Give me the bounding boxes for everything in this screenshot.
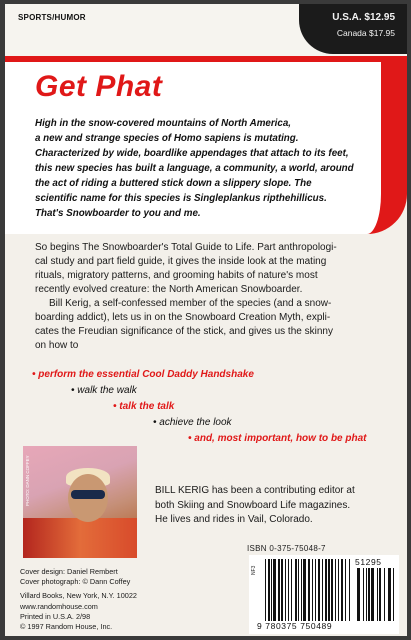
- credit-line: Cover photograph: © Dann Coffey: [20, 577, 131, 587]
- barcode-bar: [341, 559, 343, 621]
- barcode-bar: [357, 568, 360, 621]
- barcode-bar: [308, 559, 310, 621]
- barcode-bar: [363, 568, 365, 621]
- barcode-bar: [338, 559, 339, 621]
- credit-line: Villard Books, New York, N.Y. 10022: [20, 591, 137, 601]
- barcode-bar: [384, 568, 386, 621]
- barcode-bar: [345, 559, 346, 621]
- bullet-item: • and, most important, how to be phat: [188, 433, 367, 444]
- isbn-label: ISBN 0-375-75048-7: [247, 544, 326, 553]
- bullet-item: • perform the essential Cool Daddy Handshake: [32, 369, 254, 380]
- barcode-bar: [278, 559, 280, 621]
- description-line: recently evolved creature: the North American Snowboarder.: [35, 284, 303, 295]
- barcode-main-bars: [265, 559, 351, 621]
- credit-line: www.randomhouse.com: [20, 601, 98, 611]
- barcode-bar: [298, 559, 299, 621]
- credit-line: Printed in U.S.A. 2/98: [20, 611, 91, 621]
- price-canada: Canada $17.95: [336, 28, 395, 38]
- intro-line: the act of riding a buttered stick down a slippery slope. The: [35, 178, 312, 189]
- description-line: boarding addict), lets us in on the Snowboard Creation Myth, expli-: [35, 312, 331, 323]
- barcode: [249, 555, 399, 634]
- credit-line: Cover design: Daniel Rembert: [20, 567, 118, 576]
- barcode-bar: [273, 559, 275, 621]
- intro-line: High in the snow-covered mountains of North America,: [35, 118, 292, 129]
- price-tab: [299, 4, 407, 54]
- bullet-item: • talk the talk: [113, 401, 175, 412]
- barcode-bar: [349, 559, 351, 621]
- description-line: cates the Freudian significance of the stick, and gives us the skinny: [35, 326, 333, 337]
- barcode-bar: [379, 568, 382, 621]
- intro-line: this new species has built a language, a community, a world, around: [35, 163, 354, 174]
- barcode-bar: [388, 568, 391, 621]
- publisher-credits: [20, 567, 137, 632]
- barcode-bar: [312, 559, 313, 621]
- barcode-bar: [295, 559, 297, 621]
- barcode-digits: 9 780375 750489: [257, 621, 333, 631]
- barcode-bar: [328, 559, 330, 621]
- intro-line: a new and strange species of Homo sapiens is mutating.: [35, 133, 299, 144]
- barcode-bar: [301, 559, 303, 621]
- barcode-bar: [322, 559, 323, 621]
- barcode-bar: [331, 559, 333, 621]
- intro-line: Characterized by wide, boardlike appendages that attach to its feet,: [35, 148, 349, 159]
- barcode-bar: [371, 568, 374, 621]
- intro-blurb: [35, 116, 375, 221]
- barcode-bar: [366, 568, 367, 621]
- author-bio-line: both Skiing and Snowboard Life magazines.: [155, 499, 351, 511]
- barcode-bar: [281, 559, 283, 621]
- barcode-addon-digits: 51295: [355, 557, 382, 567]
- book-back-cover: [5, 4, 407, 636]
- description-line: on how to: [35, 340, 79, 351]
- description-line: rituals, migratory patterns, and grooming habits of nature's most: [35, 270, 318, 281]
- barcode-bar: [288, 559, 289, 621]
- barcode-bar: [265, 559, 266, 621]
- bullet-item: • walk the walk: [71, 385, 137, 396]
- author-photo: [23, 446, 137, 558]
- barcode-bar: [315, 559, 316, 621]
- sunglasses-shape: [71, 490, 105, 499]
- book-title: Get Phat: [35, 70, 163, 103]
- bullet-item: • achieve the look: [153, 417, 232, 428]
- barcode-bar: [303, 559, 305, 621]
- barcode-bar: [271, 559, 273, 621]
- barcode-bar: [291, 559, 293, 621]
- credit-line: © 1997 Random House, Inc.: [20, 622, 113, 632]
- barcode-bar: [393, 568, 394, 621]
- barcode-bar: [285, 559, 286, 621]
- barcode-code: NF3: [251, 565, 257, 575]
- intro-line: scientific name for this species is Singleplankus ripthehillicus.: [35, 193, 327, 204]
- description-line: Bill Kerig, a self-confessed member of the species (and a snow-: [49, 298, 332, 309]
- author-bio-line: He lives and rides in Vail, Colorado.: [155, 514, 313, 525]
- description-line: So begins The Snowboarder's Total Guide to Life. Part anthropologi-: [35, 242, 337, 253]
- barcode-bar: [268, 559, 270, 621]
- barcode-bar: [335, 559, 336, 621]
- description: [35, 241, 397, 353]
- author-bio-line: BILL KERIG has been a contributing editor at: [155, 485, 355, 496]
- barcode-addon-bars: [357, 568, 395, 621]
- barcode-bar: [377, 568, 378, 621]
- author-bio: [155, 484, 393, 528]
- description-line: cal study and part field guide, it gives the inside look at the mating: [35, 256, 327, 267]
- price-us: U.S.A. $12.95: [332, 12, 395, 23]
- intro-line: That's Snowboarder to you and me.: [35, 208, 201, 219]
- barcode-bar: [368, 568, 370, 621]
- genre-label: SPORTS/HUMOR: [18, 13, 86, 22]
- barcode-bar: [318, 559, 320, 621]
- photo-credit: PHOTO: DANN COFFEY: [25, 455, 30, 506]
- barcode-bar: [325, 559, 327, 621]
